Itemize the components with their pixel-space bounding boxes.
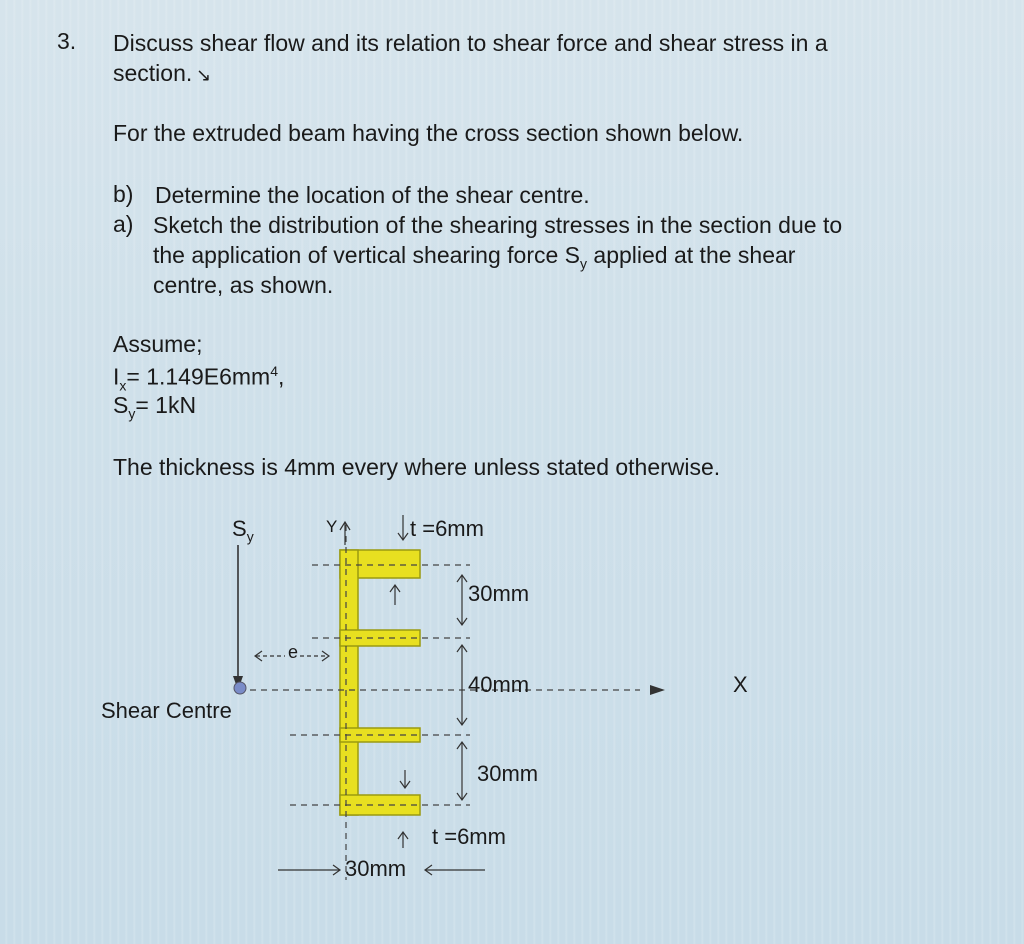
question-title-line1: Discuss shear flow and its relation to shear force and shear stress in a <box>113 30 828 56</box>
thickness-note: The thickness is 4mm every where unless stated otherwise. <box>113 454 721 480</box>
question-number: 3. <box>57 28 77 54</box>
t-top-label: t =6mm <box>410 516 484 541</box>
part-a-line3: centre, as shown. <box>153 272 334 298</box>
part-b-text: Determine the location of the shear centre. <box>155 182 590 208</box>
part-a-line2-sub: y <box>580 255 588 272</box>
sy-sub: y <box>128 405 136 422</box>
ix-tail: , <box>278 363 285 390</box>
ix-symbol: I <box>113 363 120 390</box>
cursor-icon: ↘ <box>196 65 212 85</box>
x-axis-label: X <box>733 672 748 697</box>
dim-30-top-label: 30mm <box>468 581 530 606</box>
part-a-marker: a) <box>113 211 134 237</box>
dim-40-label: 40mm <box>468 672 530 697</box>
part-a-line2-text: the application of vertical shearing force S <box>153 242 581 268</box>
dim-30-bottom-label: 30mm <box>477 761 539 786</box>
sy-diagram-label: $S_y$ <box>232 516 254 545</box>
part-b-marker: b) <box>113 181 134 207</box>
dim-30-width-label: 30mm <box>345 856 407 881</box>
part-a-line2-end: applied at the shear <box>587 242 796 268</box>
shear-centre-point <box>234 682 246 694</box>
e-section-shape <box>340 550 420 815</box>
ix-sup: 4 <box>270 363 279 379</box>
intro-text: For the extruded beam having the cross section shown below. <box>113 120 744 146</box>
e-label: e <box>288 642 299 662</box>
sy-number: = 1kN <box>135 392 197 418</box>
y-axis-label: Y <box>326 517 338 536</box>
t-bottom-label: t =6mm <box>432 824 506 849</box>
part-a-line1: Sketch the distribution of the shearing stresses in the section due to <box>153 212 843 238</box>
ix-number: = 1.149E6mm <box>126 363 271 390</box>
question-title-line2: section. <box>113 60 193 86</box>
assume-label: Assume; <box>113 331 203 357</box>
ix-sub: x <box>119 377 127 394</box>
sy-symbol: S <box>113 392 129 418</box>
shear-centre-label: Shear Centre <box>101 698 232 723</box>
